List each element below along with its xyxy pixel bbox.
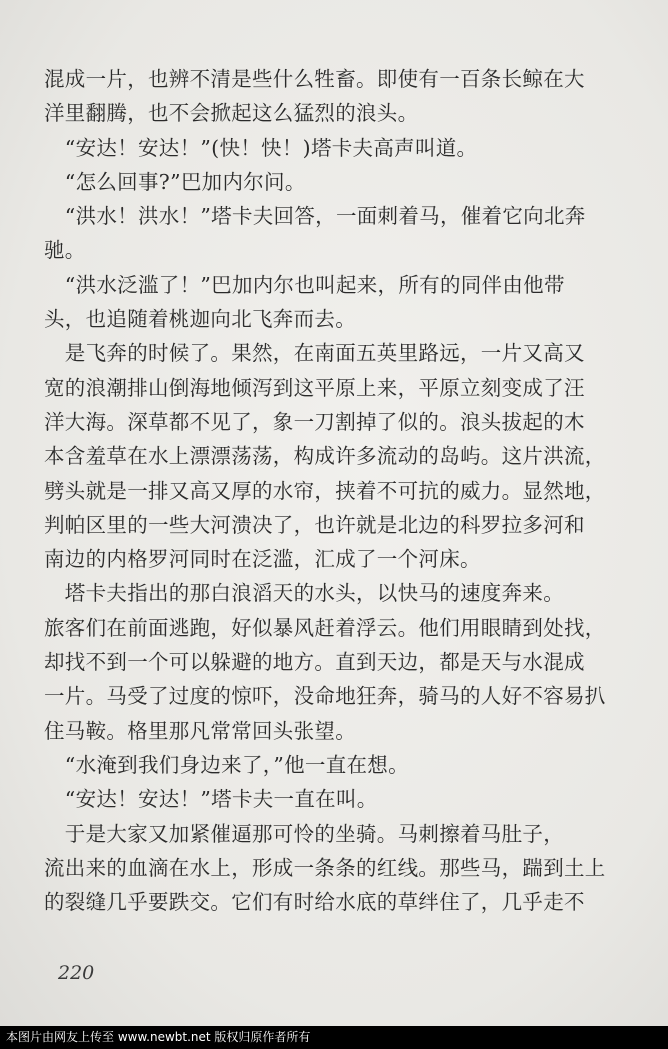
text-line: “安达！安达！”塔卡夫一直在叫。 [44, 787, 378, 812]
text-line: 的裂缝几乎要跌交。它们有时给水底的草绊住了，几乎走不 [44, 890, 585, 915]
text-line: “安达！安达！”(快！快！)塔卡夫高声叫道。 [44, 135, 478, 160]
text-line: 驰。 [44, 238, 86, 263]
text-line: 头，也追随着桃迦向北飞奔而去。 [44, 307, 356, 332]
text-line: 流出来的血滴在水上，形成一条条的红线。那些马，踹到土上 [44, 855, 606, 880]
text-line: 却找不到一个可以躲避的地方。直到天边，都是天与水混成 [44, 650, 585, 675]
text-line: 劈头就是一排又高又厚的水帘，挟着不可抗的威力。显然地， [44, 478, 606, 503]
text-line: 于是大家又加紧催逼那可怜的坐骑。马刺擦着马肚子， [44, 821, 564, 846]
text-line: 混成一片，也辨不清是些什么牲畜。即使有一百条长鲸在大 [44, 67, 585, 91]
text-line: “洪水！洪水！”塔卡夫回答，一面刺着马，催着它向北奔 [44, 204, 586, 229]
text-line: 宽的浪潮排山倒海地倾泻到这平原上来，平原立刻变成了汪 [44, 375, 585, 400]
text-line: 旅客们在前面逃跑，好似暴风赶着浮云。他们用眼睛到处找， [44, 615, 606, 640]
text-line: 南边的内格罗河同时在泛滥，汇成了一个河床。 [44, 547, 481, 572]
copyright-footer: 本图片由网友上传至 www.newbt.net 版权归原作者所有 [0, 1026, 668, 1049]
text-line: “水淹到我们身边来了，”他一直在想。 [44, 752, 409, 777]
text-line: 一片。马受了过度的惊吓，没命地狂奔，骑马的人好不容易扒 [44, 684, 606, 709]
text-line: 本含羞草在水上漂漂荡荡，构成许多流动的岛屿。这片洪流， [44, 444, 606, 469]
text-line: 洋里翻腾，也不会掀起这么猛烈的浪头。 [44, 101, 419, 126]
text-line: 是飞奔的时候了。果然，在南面五英里路远，一片又高又 [44, 341, 585, 366]
text-line: 判帕区里的一些大河溃决了，也许就是北边的科罗拉多河和 [44, 512, 585, 537]
text-line: 住马鞍。格里那凡常常回头张望。 [44, 718, 356, 743]
body-text [44, 62, 632, 919]
text-line: 洋大海。深草都不见了，象一刀割掉了似的。浪头拔起的木 [44, 409, 585, 434]
text-line: “洪水泛滥了！”巴加内尔也叫起来，所有的同伴由他带 [44, 272, 565, 297]
page-number: 220 [58, 962, 95, 984]
text-line: “怎么回事?”巴加内尔问。 [44, 169, 306, 194]
text-line: 塔卡夫指出的那白浪滔天的水头，以快马的速度奔来。 [44, 581, 564, 606]
